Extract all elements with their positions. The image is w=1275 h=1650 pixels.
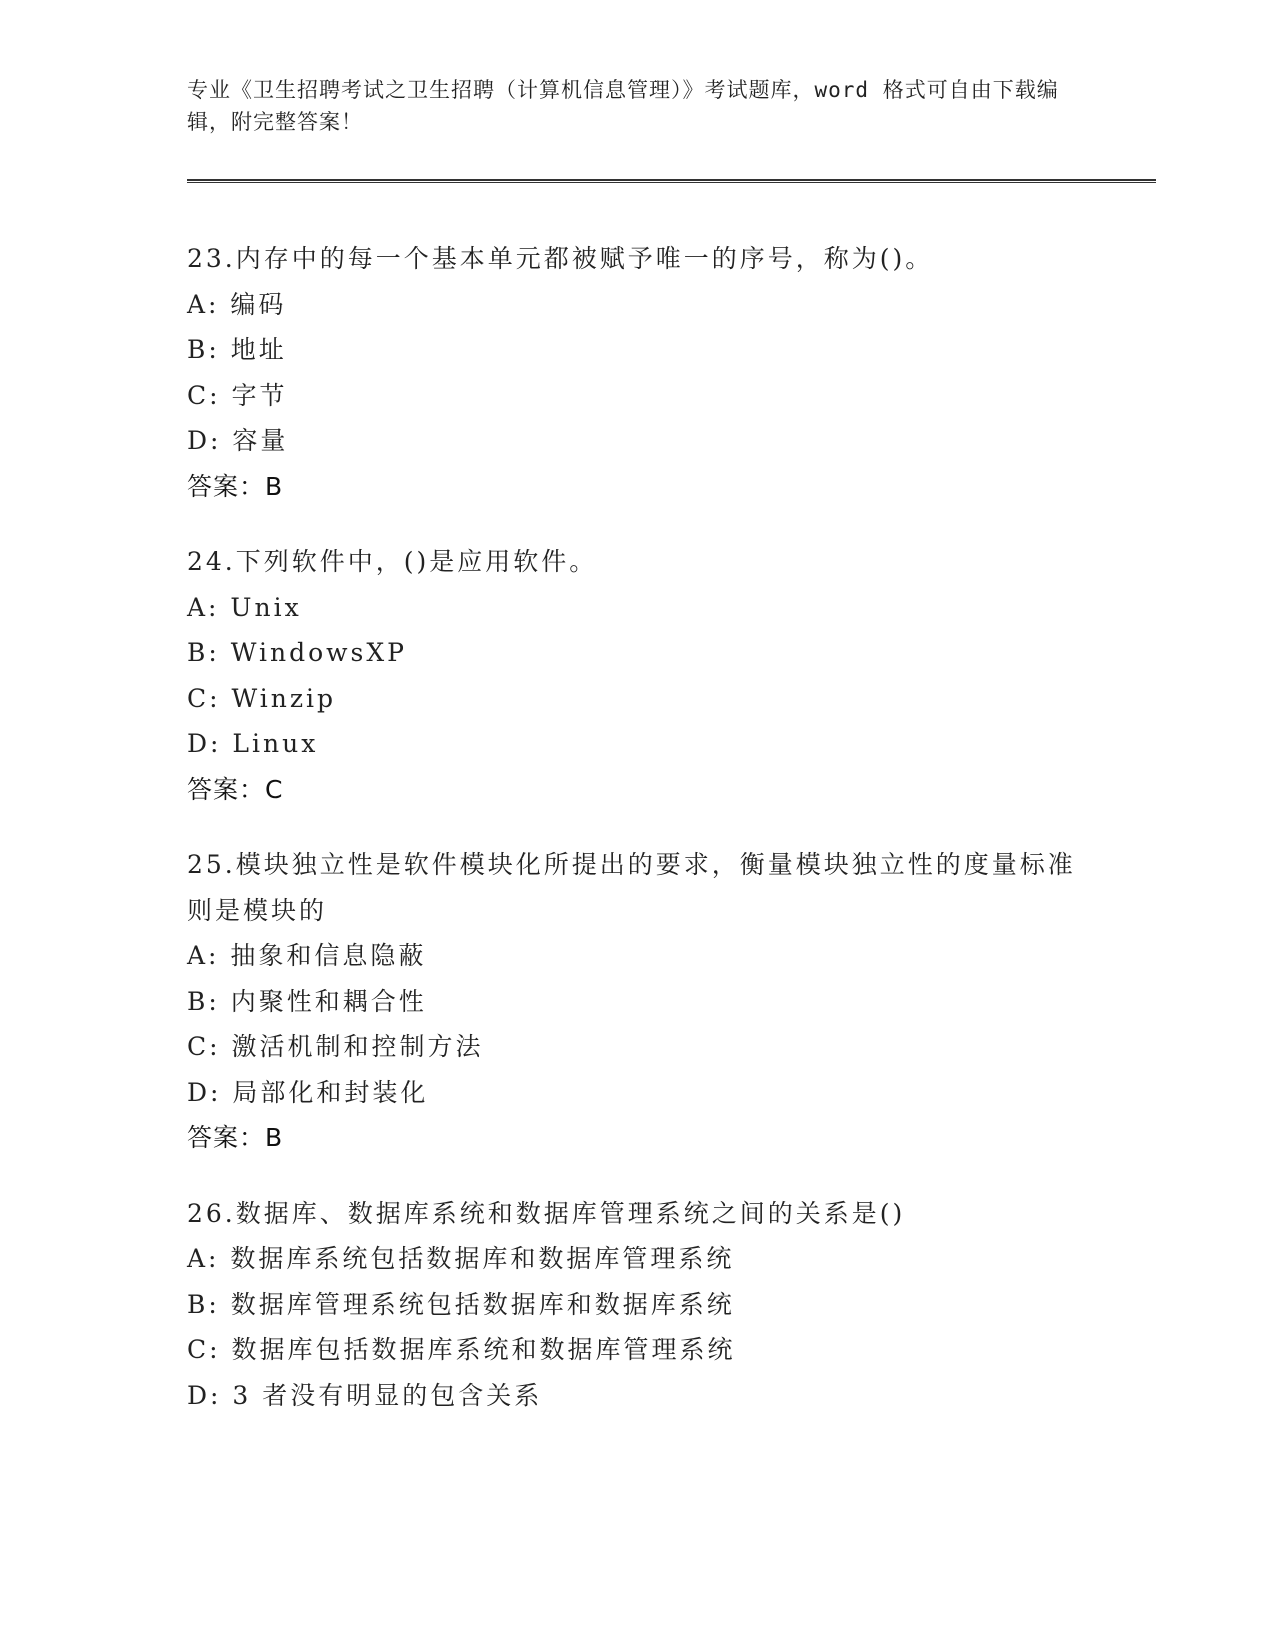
option-d: D: 3 者没有明显的包含关系 bbox=[187, 1380, 543, 1410]
option-a: A: 数据库系统包括数据库和数据库管理系统 bbox=[187, 1244, 735, 1273]
question-stem: 23.内存中的每一个基本单元都被赋予唯一的序号，称为()。 bbox=[187, 244, 934, 273]
question-26 bbox=[187, 1191, 1087, 1419]
option-c: C: 字节 bbox=[187, 380, 288, 410]
question-24 bbox=[187, 539, 1087, 812]
option-d: D: 容量 bbox=[187, 426, 289, 455]
question-stem: 26.数据库、数据库系统和数据库管理系统之间的关系是() bbox=[187, 1198, 906, 1228]
option-b: B: 地址 bbox=[187, 335, 287, 364]
option-b: B: 内聚性和耦合性 bbox=[187, 986, 427, 1016]
answer-key: 答案：B bbox=[187, 471, 284, 501]
header-divider bbox=[187, 179, 1156, 183]
option-d: D: Linux bbox=[187, 729, 319, 758]
option-a: A: 编码 bbox=[187, 289, 287, 319]
answer-key: 答案：B bbox=[187, 1123, 284, 1152]
option-b: B: 数据库管理系统包括数据库和数据库系统 bbox=[187, 1289, 735, 1319]
question-stem: 25.模块独立性是软件模块化所提出的要求，衡量模块独立性的度量标准则是模块的 bbox=[187, 850, 1076, 925]
option-d: D: 局部化和封装化 bbox=[187, 1077, 429, 1107]
option-a: A: Unix bbox=[187, 592, 302, 622]
answer-key: 答案：C bbox=[187, 774, 284, 804]
option-c: C: 激活机制和控制方法 bbox=[187, 1032, 484, 1061]
question-list bbox=[187, 236, 1087, 1448]
option-c: C: 数据库包括数据库系统和数据库管理系统 bbox=[187, 1335, 736, 1364]
option-a: A: 抽象和信息隐蔽 bbox=[187, 941, 427, 970]
question-25 bbox=[187, 842, 1087, 1161]
document-header: 专业《卫生招聘考试之卫生招聘（计算机信息管理）》考试题库，word 格式可自由下载编辑，附完整答案！ bbox=[187, 78, 1059, 134]
question-23 bbox=[187, 236, 1087, 509]
question-stem: 24.下列软件中，()是应用软件。 bbox=[187, 547, 598, 576]
option-b: B: WindowsXP bbox=[187, 638, 407, 667]
option-c: C: Winzip bbox=[187, 683, 337, 713]
